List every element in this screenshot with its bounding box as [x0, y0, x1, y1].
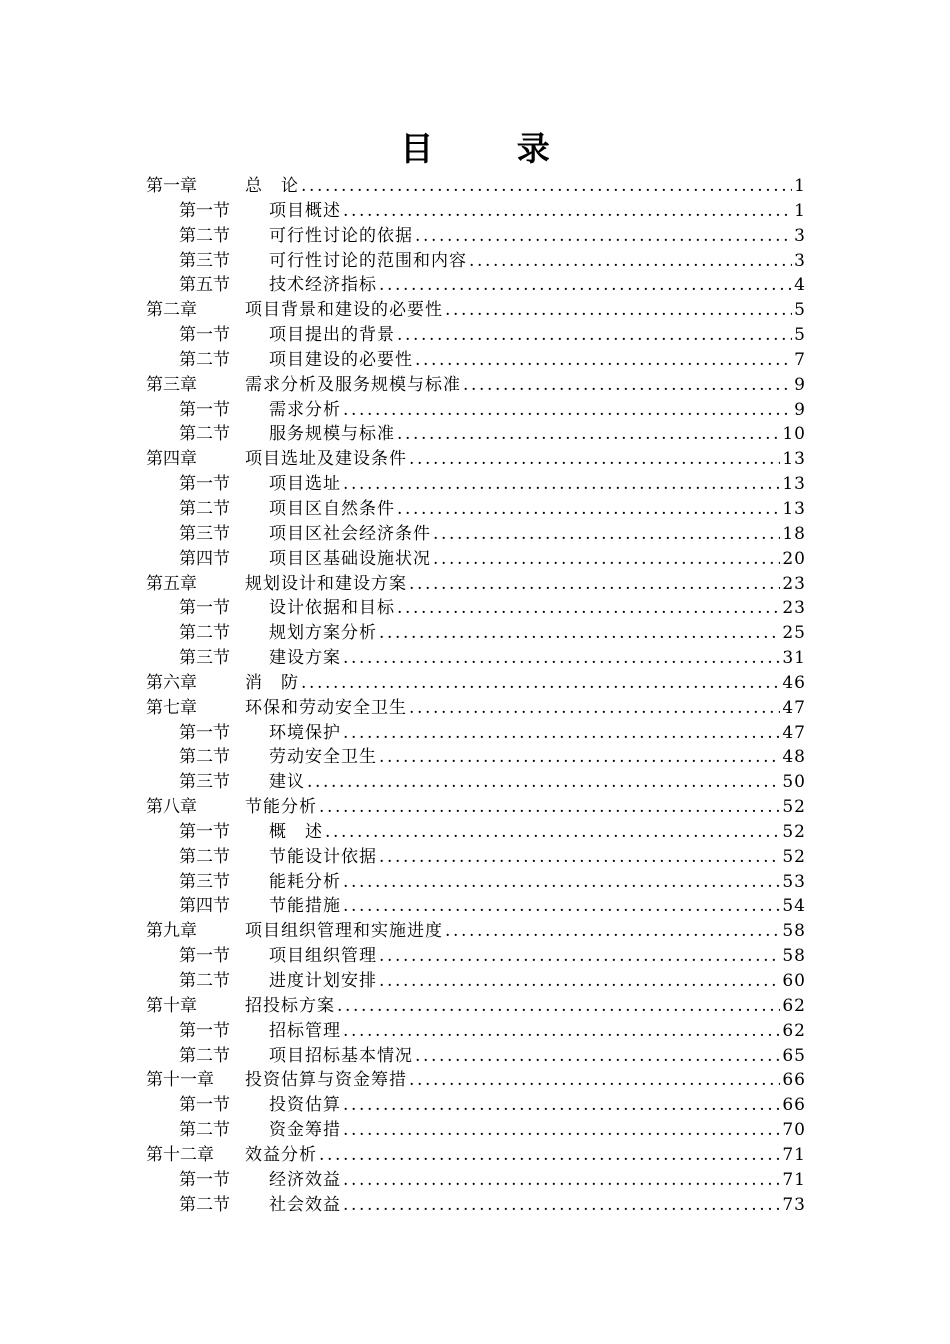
toc-section-entry[interactable]	[146, 1193, 806, 1218]
toc-dot-leader	[409, 1068, 780, 1093]
toc-entry-number: 第二章	[146, 300, 197, 321]
toc-entry-number: 第一节	[179, 1095, 230, 1116]
toc-entry-label: 节能设计依据	[269, 846, 377, 867]
toc-entry-label: 进度计划安排	[269, 971, 377, 991]
toc-dot-leader	[445, 298, 792, 323]
toc-entry-label: 效益分析	[245, 1144, 317, 1165]
toc-page-number: 1	[794, 200, 806, 221]
toc-page-number: 66	[782, 1070, 806, 1091]
toc-dot-leader	[343, 1193, 780, 1218]
toc-entry-label: 环保和劳动安全卫生	[245, 697, 407, 718]
toc-dot-leader	[463, 373, 792, 398]
toc-dot-leader	[415, 224, 792, 249]
toc-entry-number: 第一节	[179, 325, 230, 346]
toc-page-number: 54	[782, 896, 806, 917]
toc-dot-leader	[343, 1168, 780, 1193]
toc-page-number: 5	[794, 300, 806, 321]
toc-page-number: 1	[794, 176, 806, 196]
toc-dot-leader	[409, 572, 780, 597]
toc-section-entry[interactable]	[146, 646, 806, 671]
toc-section-entry[interactable]	[146, 323, 806, 348]
toc-entry-label: 项目背景和建设的必要性	[245, 300, 443, 321]
toc-entry-number: 第一节	[179, 946, 230, 967]
toc-dot-leader	[397, 323, 792, 348]
toc-entry-number: 第十二章	[146, 1144, 214, 1165]
toc-entry-number: 第五章	[146, 573, 197, 594]
toc-chapter-entry[interactable]	[146, 298, 806, 323]
toc-entry-label: 可行性讨论的范围和内容	[269, 250, 467, 271]
toc-entry-number: 第二节	[179, 349, 230, 370]
toc-section-entry[interactable]	[146, 249, 806, 274]
toc-dot-leader	[301, 174, 792, 199]
toc-page-number: 9	[794, 374, 806, 395]
toc-entry-label: 服务规模与标准	[269, 424, 395, 445]
toc-page-number: 62	[782, 1020, 806, 1041]
toc-entry-number: 第一节	[179, 399, 230, 420]
toc-page-number: 60	[782, 971, 806, 991]
toc-page-number: 73	[782, 1194, 806, 1215]
toc-entry-label: 项目组织管理和实施进度	[245, 921, 443, 942]
toc-entry-label: 能耗分析	[269, 871, 341, 892]
toc-entry-number: 第一章	[146, 176, 197, 196]
toc-page-number: 5	[794, 325, 806, 346]
toc-dot-leader	[343, 721, 780, 746]
toc-page-number: 13	[782, 449, 806, 470]
toc-page-number: 52	[782, 846, 806, 867]
toc-entry-number: 第一节	[179, 1020, 230, 1041]
toc-page-number: 13	[782, 498, 806, 519]
toc-entry-label: 投资估算与资金筹措	[245, 1070, 407, 1091]
toc-list	[146, 174, 806, 1217]
toc-entry-label: 规划方案分析	[269, 623, 377, 644]
toc-entry-number: 第二节	[179, 747, 230, 768]
toc-entry-number: 第十章	[146, 995, 197, 1016]
toc-page-number: 71	[782, 1144, 806, 1165]
toc-chapter-entry[interactable]	[146, 1068, 806, 1093]
toc-entry-label: 项目建设的必要性	[269, 349, 413, 370]
toc-section-entry[interactable]	[146, 1168, 806, 1193]
toc-entry-number: 第三节	[179, 250, 230, 271]
toc-chapter-entry[interactable]	[146, 696, 806, 721]
toc-page-number: 31	[782, 648, 806, 669]
toc-dot-leader	[301, 671, 780, 696]
toc-dot-leader	[343, 646, 780, 671]
toc-section-entry[interactable]	[146, 621, 806, 646]
toc-entry-label: 项目选址及建设条件	[245, 449, 407, 470]
toc-entry-number: 第一节	[179, 722, 230, 743]
toc-section-entry[interactable]	[146, 398, 806, 423]
toc-entry-number: 第二节	[179, 225, 230, 246]
toc-chapter-entry[interactable]	[146, 795, 806, 820]
toc-dot-leader	[343, 870, 780, 895]
toc-dot-leader	[379, 621, 780, 646]
toc-dot-leader	[397, 497, 780, 522]
toc-page-number: 53	[782, 871, 806, 892]
toc-section-entry[interactable]	[146, 770, 806, 795]
toc-section-entry[interactable]	[146, 422, 806, 447]
toc-page-number: 52	[782, 821, 806, 842]
toc-entry-number: 第三章	[146, 374, 197, 395]
toc-entry-number: 第九章	[146, 921, 197, 942]
toc-page-number: 46	[782, 672, 806, 693]
toc-dot-leader	[343, 1118, 780, 1143]
toc-entry-number: 第一节	[179, 598, 230, 619]
toc-dot-leader	[325, 820, 780, 845]
toc-dot-leader	[469, 249, 792, 274]
toc-entry-label: 环境保护	[269, 722, 341, 743]
toc-page-number: 50	[782, 772, 806, 793]
toc-dot-leader	[379, 273, 792, 298]
toc-entry-number: 第二节	[179, 498, 230, 519]
toc-entry-label: 规划设计和建设方案	[245, 573, 407, 594]
toc-dot-leader	[415, 1044, 780, 1069]
toc-dot-leader	[379, 969, 780, 994]
toc-dot-leader	[379, 745, 780, 770]
toc-dot-leader	[337, 994, 780, 1019]
toc-entry-number: 第一节	[179, 200, 230, 221]
toc-entry-label: 社会效益	[269, 1194, 341, 1215]
toc-dot-leader	[433, 547, 780, 572]
toc-page-number: 62	[782, 995, 806, 1016]
toc-title: 目 录	[400, 129, 586, 168]
toc-page-number: 23	[782, 573, 806, 594]
toc-entry-number: 第二节	[179, 1045, 230, 1066]
toc-page-number: 47	[782, 722, 806, 743]
toc-section-entry[interactable]	[146, 1118, 806, 1143]
toc-entry-number: 第二节	[179, 1120, 230, 1141]
toc-entry-label: 节能分析	[245, 797, 317, 818]
toc-entry-number: 第二节	[179, 424, 230, 445]
toc-entry-number: 第四章	[146, 449, 197, 470]
toc-dot-leader	[343, 1093, 780, 1118]
toc-dot-leader	[343, 472, 780, 497]
toc-section-entry[interactable]	[146, 1093, 806, 1118]
toc-entry-label: 项目区社会经济条件	[269, 523, 431, 544]
toc-page-number: 65	[782, 1045, 806, 1066]
toc-section-entry[interactable]	[146, 870, 806, 895]
toc-section-entry[interactable]	[146, 348, 806, 373]
toc-section-entry[interactable]	[146, 820, 806, 845]
toc-section-entry[interactable]	[146, 894, 806, 919]
toc-entry-number: 第六章	[146, 672, 197, 693]
toc-entry-number: 第四节	[179, 548, 230, 569]
toc-entry-label: 需求分析	[269, 399, 341, 420]
toc-entry-label: 可行性讨论的依据	[269, 225, 413, 246]
toc-page-number: 25	[782, 623, 806, 644]
toc-section-entry[interactable]	[146, 199, 806, 224]
toc-page-number: 52	[782, 797, 806, 818]
toc-section-entry[interactable]	[146, 721, 806, 746]
toc-entry-number: 第四节	[179, 896, 230, 917]
toc-section-entry[interactable]	[146, 1044, 806, 1069]
toc-page-number: 10	[782, 424, 806, 445]
toc-chapter-entry[interactable]	[146, 1143, 806, 1168]
toc-section-entry[interactable]	[146, 497, 806, 522]
toc-chapter-entry[interactable]	[146, 671, 806, 696]
toc-page-number: 71	[782, 1169, 806, 1190]
toc-chapter-entry[interactable]	[146, 572, 806, 597]
toc-entry-label: 项目选址	[269, 474, 341, 495]
toc-entry-number: 第七章	[146, 697, 197, 718]
toc-entry-label: 建议	[269, 772, 305, 793]
toc-entry-label: 资金筹措	[269, 1120, 341, 1141]
toc-dot-leader	[343, 894, 780, 919]
toc-entry-label: 项目区基础设施状况	[269, 548, 431, 569]
toc-entry-number: 第一节	[179, 474, 230, 495]
toc-entry-number: 第二节	[179, 971, 230, 991]
toc-page-number: 3	[794, 250, 806, 271]
toc-entry-number: 第二节	[179, 623, 230, 644]
toc-dot-leader	[379, 845, 780, 870]
toc-entry-number: 第二节	[179, 1194, 230, 1215]
toc-page-number: 18	[782, 523, 806, 544]
toc-entry-number: 第三节	[179, 523, 230, 544]
toc-chapter-entry[interactable]	[146, 447, 806, 472]
toc-section-entry[interactable]	[146, 1019, 806, 1044]
toc-chapter-entry[interactable]	[146, 373, 806, 398]
toc-entry-label: 投资估算	[269, 1095, 341, 1116]
toc-dot-leader	[319, 795, 780, 820]
toc-entry-label: 经济效益	[269, 1169, 341, 1190]
toc-chapter-entry[interactable]	[146, 919, 806, 944]
toc-entry-number: 第三节	[179, 648, 230, 669]
toc-dot-leader	[397, 596, 780, 621]
toc-section-entry[interactable]	[146, 273, 806, 298]
toc-page-number: 23	[782, 598, 806, 619]
toc-dot-leader	[319, 1143, 780, 1168]
toc-entry-label: 设计依据和目标	[269, 598, 395, 619]
toc-page-number: 66	[782, 1095, 806, 1116]
toc-dot-leader	[397, 422, 780, 447]
toc-section-entry[interactable]	[146, 547, 806, 572]
toc-page-number: 70	[782, 1120, 806, 1141]
toc-entry-label: 总 论	[245, 176, 299, 196]
toc-page-number: 58	[782, 921, 806, 942]
toc-section-entry[interactable]	[146, 522, 806, 547]
toc-entry-label: 节能措施	[269, 896, 341, 917]
toc-entry-label: 项目区自然条件	[269, 498, 395, 519]
toc-section-entry[interactable]	[146, 745, 806, 770]
toc-entry-number: 第一节	[179, 821, 230, 842]
toc-page-number: 20	[782, 548, 806, 569]
toc-page-number: 47	[782, 697, 806, 718]
toc-entry-number: 第二节	[179, 846, 230, 867]
toc-entry-label: 需求分析及服务规模与标准	[245, 374, 461, 395]
toc-dot-leader	[307, 770, 780, 795]
toc-page-number: 7	[794, 349, 806, 370]
toc-chapter-entry[interactable]	[146, 994, 806, 1019]
toc-page-number: 13	[782, 474, 806, 495]
toc-chapter-entry[interactable]	[146, 174, 806, 199]
toc-entry-number: 第十一章	[146, 1070, 214, 1091]
toc-dot-leader	[409, 447, 780, 472]
toc-entry-label: 技术经济指标	[269, 275, 377, 296]
toc-dot-leader	[445, 919, 780, 944]
toc-entry-number: 第八章	[146, 797, 197, 818]
toc-entry-number: 第三节	[179, 772, 230, 793]
toc-entry-number: 第五节	[179, 275, 230, 296]
toc-entry-number: 第三节	[179, 871, 230, 892]
toc-entry-label: 项目组织管理	[269, 946, 377, 967]
toc-page-number: 4	[794, 275, 806, 296]
toc-dot-leader	[409, 696, 780, 721]
toc-entry-label: 建设方案	[269, 648, 341, 669]
toc-section-entry[interactable]	[146, 845, 806, 870]
toc-dot-leader	[379, 944, 780, 969]
toc-page-number: 48	[782, 747, 806, 768]
toc-dot-leader	[433, 522, 780, 547]
toc-section-entry[interactable]	[146, 969, 806, 994]
toc-entry-label: 项目招标基本情况	[269, 1045, 413, 1066]
toc-page-number: 3	[794, 225, 806, 246]
toc-section-entry[interactable]	[146, 472, 806, 497]
toc-entry-label: 劳动安全卫生	[269, 747, 377, 768]
toc-entry-label: 消 防	[245, 672, 299, 693]
toc-entry-label: 招标管理	[269, 1020, 341, 1041]
toc-dot-leader	[415, 348, 792, 373]
toc-entry-label: 项目提出的背景	[269, 325, 395, 346]
toc-section-entry[interactable]	[146, 224, 806, 249]
toc-section-entry[interactable]	[146, 944, 806, 969]
toc-dot-leader	[343, 398, 792, 423]
toc-entry-number: 第一节	[179, 1169, 230, 1190]
toc-dot-leader	[343, 1019, 780, 1044]
toc-entry-label: 概 述	[269, 821, 323, 842]
toc-entry-label: 招投标方案	[245, 995, 335, 1016]
toc-page-number: 9	[794, 399, 806, 420]
toc-dot-leader	[343, 199, 792, 224]
toc-section-entry[interactable]	[146, 596, 806, 621]
toc-page-number: 58	[782, 946, 806, 967]
toc-entry-label: 项目概述	[269, 200, 341, 221]
